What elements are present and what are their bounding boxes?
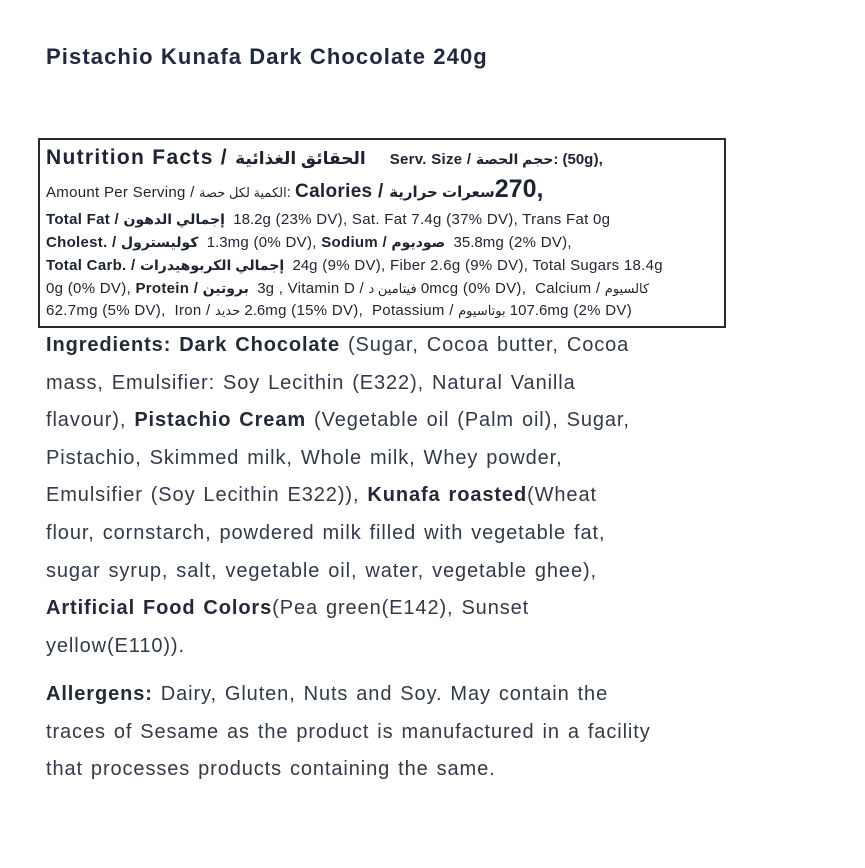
text-line bbox=[46, 590, 756, 628]
text-segment: 2.6mg (15% DV), Potassium / bbox=[240, 302, 459, 319]
text-segment: Cholest. / bbox=[46, 234, 121, 251]
text-line bbox=[46, 628, 756, 666]
text-segment: 24g (9% DV), Fiber 2.6g (9% DV), Total Sugars 18.4g bbox=[284, 257, 663, 274]
text-segment: (Pea green(E142), Sunset bbox=[272, 597, 530, 620]
arabic-text-segment: صوديوم bbox=[391, 234, 446, 250]
text-segment: Calories bbox=[295, 181, 373, 202]
text-segment: that processes products containing the same. bbox=[46, 758, 496, 781]
text-segment: Nutrition Facts / bbox=[46, 146, 236, 169]
text-segment: Dairy, Gluten, Nuts and Soy. May contain the bbox=[152, 683, 609, 705]
text-segment: sugar syrup, salt, vegetable oil, water, vegetable ghee), bbox=[46, 559, 597, 582]
text-segment: (Wheat bbox=[527, 484, 597, 507]
text-segment: Total Fat / bbox=[46, 211, 124, 228]
text-segment: mass, Emulsifier: Soy Lecithin (E322), Natural Vanilla bbox=[46, 371, 576, 394]
text-segment: 1.3mg (0% DV), bbox=[198, 234, 322, 251]
text-segment: Amount Per Serving / bbox=[46, 184, 200, 201]
arabic-text-segment: الحقائق الغذائية bbox=[235, 149, 366, 168]
text-segment: : (50g), bbox=[553, 151, 603, 168]
text-segment: (Vegetable oil (Palm oil), Sugar, bbox=[306, 409, 630, 432]
text-segment: Emulsifier (Soy Lecithin E322)), bbox=[46, 484, 368, 507]
text-segment: 107.6mg (2% DV) bbox=[505, 302, 633, 319]
text-segment: 3g , Vitamin D / bbox=[248, 280, 369, 297]
text-segment: 0mcg (0% DV), Calcium / bbox=[416, 280, 605, 297]
arabic-text-segment: كوليسترول bbox=[120, 234, 199, 250]
text-segment: 0g (0% DV), bbox=[46, 280, 136, 297]
text-line bbox=[46, 254, 718, 277]
arabic-text-segment: إجمالي الدهون bbox=[123, 211, 225, 227]
text-segment: / bbox=[372, 181, 390, 202]
text-segment: Total Carb. / bbox=[46, 257, 140, 274]
arabic-text-segment: كالسيوم bbox=[604, 281, 650, 296]
text-segment: : bbox=[286, 184, 296, 201]
text-line bbox=[46, 231, 718, 254]
text-line bbox=[46, 676, 756, 714]
text-line bbox=[46, 208, 718, 231]
arabic-text-segment: إجمالي الكربوهيدرات bbox=[139, 257, 285, 273]
nutrition-facts-lines bbox=[46, 143, 718, 322]
text-segment: Artificial Food Colors bbox=[46, 597, 273, 620]
text-segment: traces of Sesame as the product is manufactured in a facility bbox=[46, 720, 651, 743]
text-segment: yellow(E110)). bbox=[46, 634, 185, 657]
text-segment: Pistachio, Skimmed milk, Whole milk, Whey powder, bbox=[46, 446, 563, 469]
arabic-text-segment: بروتين bbox=[202, 280, 249, 296]
text-segment: Sodium / bbox=[321, 234, 392, 251]
text-line bbox=[46, 553, 756, 591]
text-line bbox=[46, 365, 756, 403]
text-line bbox=[46, 174, 718, 208]
text-segment: Pistachio Cream bbox=[134, 409, 307, 432]
nutrition-facts-box bbox=[38, 138, 726, 328]
text-line bbox=[46, 300, 718, 322]
arabic-text-segment: حجم الحصة bbox=[475, 151, 554, 167]
text-segment: Kunafa roasted bbox=[367, 484, 528, 507]
arabic-text-segment: بوتاسيوم bbox=[458, 303, 506, 318]
text-line bbox=[46, 277, 718, 300]
text-line bbox=[46, 515, 756, 553]
arabic-text-segment: الكمية لكل حصة bbox=[199, 185, 287, 200]
arabic-text-segment: سعرات حرارية bbox=[389, 184, 495, 201]
text-line bbox=[46, 402, 756, 440]
text-line bbox=[46, 440, 756, 478]
text-line bbox=[46, 327, 756, 365]
text-line bbox=[46, 751, 756, 789]
text-segment: Protein / bbox=[135, 280, 203, 297]
text-line bbox=[46, 477, 756, 515]
text-segment: 270, bbox=[494, 175, 544, 203]
product-title: Pistachio Kunafa Dark Chocolate 240g bbox=[46, 44, 488, 69]
text-segment: Ingredients: Dark Chocolate bbox=[46, 334, 341, 356]
arabic-text-segment: حديد bbox=[214, 303, 241, 318]
text-segment: Allergens: bbox=[46, 683, 153, 705]
text-segment: flavour), bbox=[46, 409, 135, 432]
text-segment: 35.8mg (2% DV), bbox=[445, 234, 572, 251]
ingredients-paragraph bbox=[46, 327, 756, 665]
allergens-paragraph bbox=[46, 676, 756, 789]
text-segment: 18.2g (23% DV), Sat. Fat 7.4g (37% DV), Trans Fat 0g bbox=[224, 211, 611, 228]
text-segment: 62.7mg (5% DV), Iron / bbox=[46, 302, 215, 319]
text-segment: (Sugar, Cocoa butter, Cocoa bbox=[340, 334, 630, 356]
text-line bbox=[46, 714, 756, 752]
text-segment bbox=[366, 145, 390, 174]
text-segment: Serv. Size / bbox=[389, 151, 476, 168]
arabic-text-segment: فيتامين د bbox=[368, 281, 417, 296]
text-segment: flour, cornstarch, powdered milk filled with vegetable fat, bbox=[46, 521, 606, 544]
text-line bbox=[46, 143, 718, 174]
